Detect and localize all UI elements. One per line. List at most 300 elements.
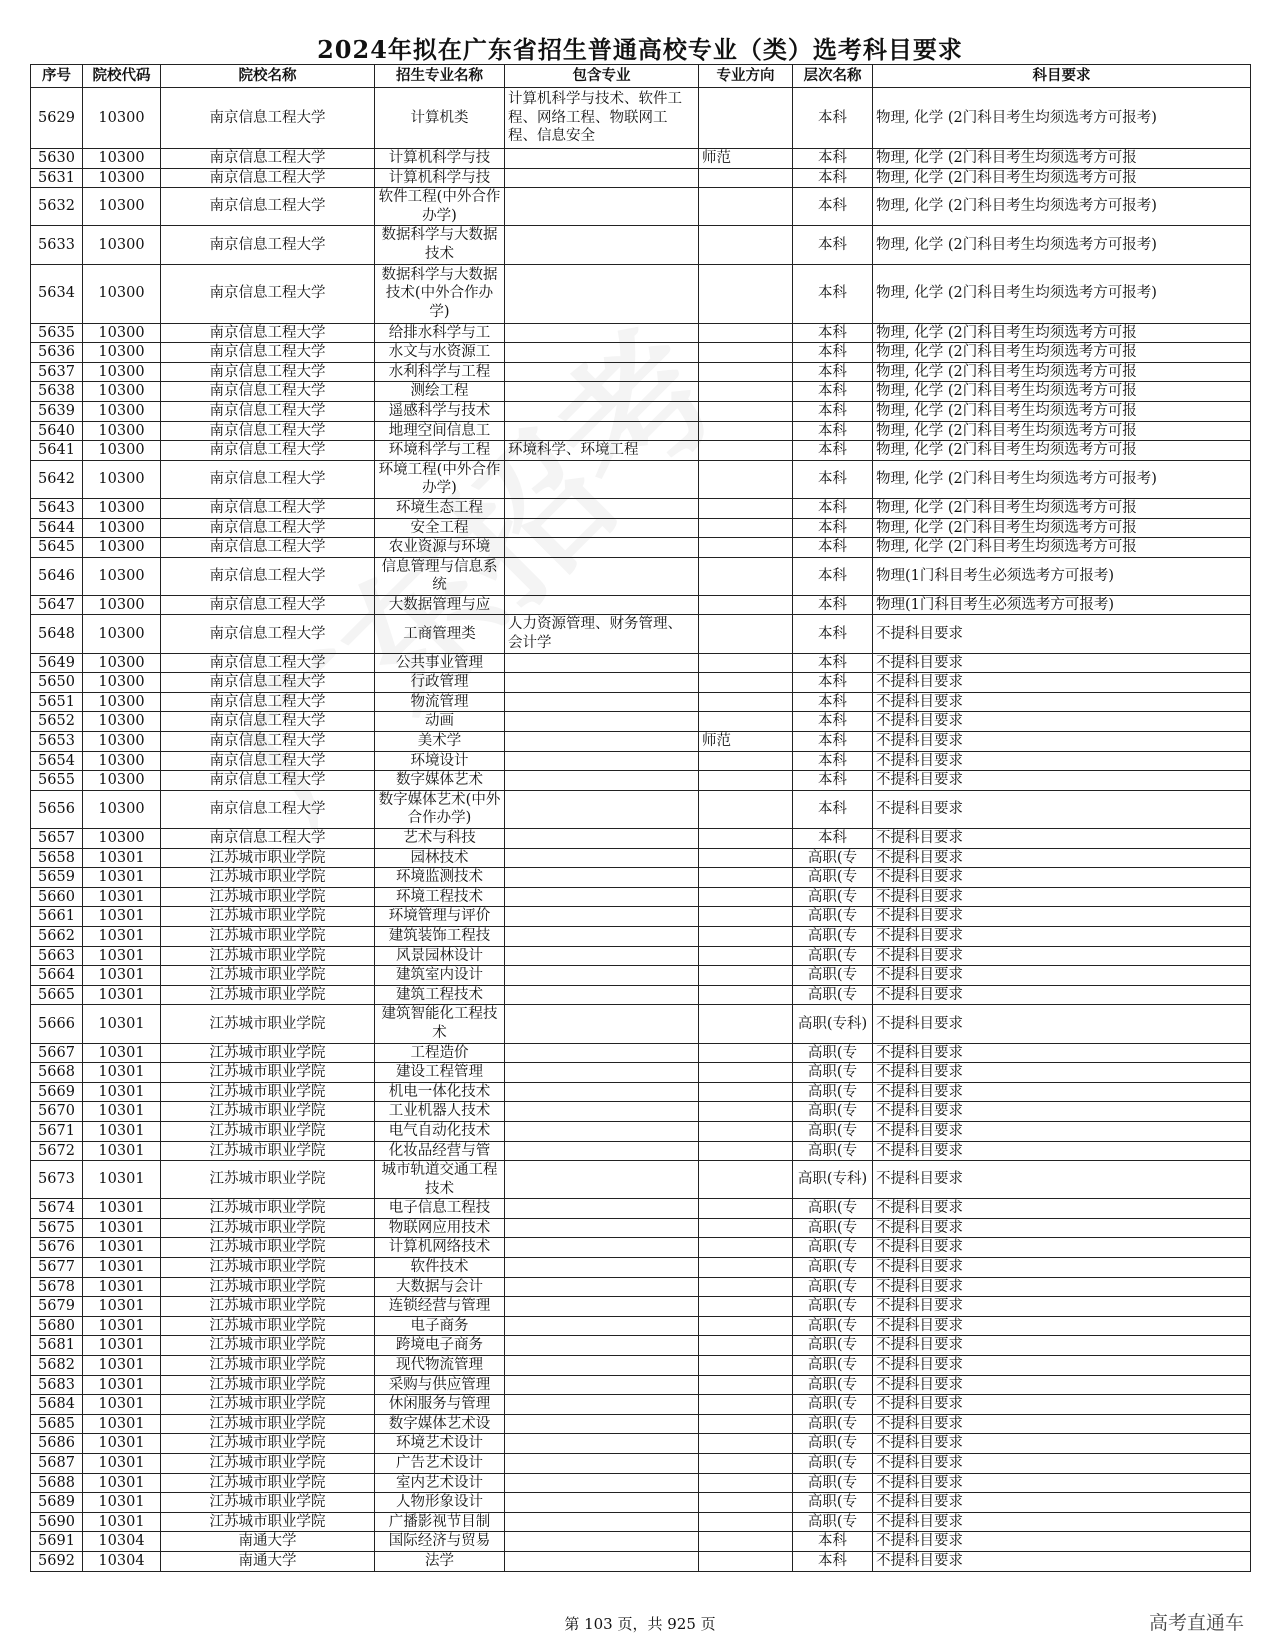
- table-cell: 高职(专: [793, 985, 873, 1005]
- table-cell: 不提科目要求: [873, 653, 1251, 673]
- table-cell: 不提科目要求: [873, 1532, 1251, 1552]
- table-row: [31, 188, 1251, 226]
- table-cell: 不提科目要求: [873, 946, 1251, 966]
- table-row: [31, 771, 1251, 791]
- table-cell: [505, 149, 699, 169]
- table-cell: 南京信息工程大学: [161, 323, 375, 343]
- table-cell: 大数据与会计: [375, 1277, 505, 1297]
- table-row: [31, 362, 1251, 382]
- table-cell: [699, 226, 793, 264]
- table-cell: 测绘工程: [375, 382, 505, 402]
- table-cell: 师范: [699, 149, 793, 169]
- table-cell: [505, 323, 699, 343]
- table-cell: 建筑装饰工程技: [375, 926, 505, 946]
- table-cell: 10300: [83, 751, 161, 771]
- table-cell: 工业机器人技术: [375, 1102, 505, 1122]
- table-cell: 南京信息工程大学: [161, 538, 375, 558]
- table-cell: 不提科目要求: [873, 771, 1251, 791]
- table-cell: [505, 1356, 699, 1376]
- table-cell: [505, 1454, 699, 1474]
- table-cell: [505, 887, 699, 907]
- table-row: [31, 966, 1251, 986]
- header-cell: 层次名称: [793, 65, 873, 88]
- header-cell: 科目要求: [873, 65, 1251, 88]
- table-cell: [505, 1199, 699, 1219]
- table-cell: 10301: [83, 1356, 161, 1376]
- table-cell: 高职(专: [793, 946, 873, 966]
- table-cell: 10300: [83, 692, 161, 712]
- table-cell: 水利科学与工程: [375, 362, 505, 382]
- table-cell: 环境管理与评价: [375, 907, 505, 927]
- table-cell: 物理(1门科目考生必须选考方可报考): [873, 595, 1251, 615]
- table-cell: 5679: [31, 1297, 83, 1317]
- table-cell: 5675: [31, 1218, 83, 1238]
- table-cell: [505, 1551, 699, 1571]
- table-row: [31, 848, 1251, 868]
- table-cell: [699, 1258, 793, 1278]
- table-cell: 10301: [83, 907, 161, 927]
- table-cell: 高职(专: [793, 1395, 873, 1415]
- table-cell: 高职(专: [793, 1102, 873, 1122]
- table-cell: 南京信息工程大学: [161, 226, 375, 264]
- table-cell: 高职(专: [793, 966, 873, 986]
- table-cell: 江苏城市职业学院: [161, 1277, 375, 1297]
- table-row: [31, 1375, 1251, 1395]
- table-cell: 10300: [83, 441, 161, 461]
- table-cell: 不提科目要求: [873, 1082, 1251, 1102]
- table-cell: [505, 1395, 699, 1415]
- table-cell: 不提科目要求: [873, 1512, 1251, 1532]
- table-cell: 机电一体化技术: [375, 1082, 505, 1102]
- table-cell: 5632: [31, 188, 83, 226]
- table-row: [31, 1316, 1251, 1336]
- table-cell: [699, 692, 793, 712]
- table-cell: 5636: [31, 343, 83, 363]
- table-row: [31, 1473, 1251, 1493]
- table-cell: 本科: [793, 595, 873, 615]
- table-cell: 5686: [31, 1434, 83, 1454]
- table-cell: [505, 1375, 699, 1395]
- table-cell: 电气自动化技术: [375, 1121, 505, 1141]
- table-cell: 10301: [83, 1414, 161, 1434]
- table-cell: 江苏城市职业学院: [161, 1161, 375, 1199]
- table-cell: [699, 188, 793, 226]
- table-cell: 不提科目要求: [873, 926, 1251, 946]
- table-row: [31, 441, 1251, 461]
- table-cell: 本科: [793, 1532, 873, 1552]
- table-cell: 工商管理类: [375, 615, 505, 653]
- table-cell: [699, 343, 793, 363]
- table-row: [31, 226, 1251, 264]
- table-cell: 10301: [83, 1375, 161, 1395]
- table-cell: 物理, 化学 (2门科目考生均须选考方可报: [873, 323, 1251, 343]
- table-cell: 南京信息工程大学: [161, 673, 375, 693]
- table-cell: 高职(专: [793, 1238, 873, 1258]
- table-cell: 不提科目要求: [873, 673, 1251, 693]
- table-cell: 风景园林设计: [375, 946, 505, 966]
- table-cell: 本科: [793, 460, 873, 498]
- table-cell: [505, 362, 699, 382]
- table-cell: 5666: [31, 1005, 83, 1043]
- table-cell: 本科: [793, 692, 873, 712]
- table-cell: 本科: [793, 421, 873, 441]
- table-cell: 不提科目要求: [873, 868, 1251, 888]
- table-cell: [505, 421, 699, 441]
- table-cell: [505, 790, 699, 828]
- table-cell: 5680: [31, 1316, 83, 1336]
- table-row: [31, 557, 1251, 595]
- table-cell: [699, 1063, 793, 1083]
- table-cell: 江苏城市职业学院: [161, 1316, 375, 1336]
- table-cell: 10301: [83, 1238, 161, 1258]
- table-cell: 5669: [31, 1082, 83, 1102]
- table-cell: [505, 518, 699, 538]
- table-cell: [505, 1532, 699, 1552]
- table-cell: 不提科目要求: [873, 1434, 1251, 1454]
- table-cell: 不提科目要求: [873, 1218, 1251, 1238]
- table-cell: [699, 1551, 793, 1571]
- table-cell: [699, 1238, 793, 1258]
- table-cell: [505, 653, 699, 673]
- table-cell: 江苏城市职业学院: [161, 1005, 375, 1043]
- table-cell: [505, 1473, 699, 1493]
- table-cell: 本科: [793, 382, 873, 402]
- table-cell: 10300: [83, 421, 161, 441]
- table-cell: 不提科目要求: [873, 1493, 1251, 1513]
- table-cell: 10304: [83, 1532, 161, 1552]
- table-cell: 江苏城市职业学院: [161, 1336, 375, 1356]
- table-cell: [505, 1121, 699, 1141]
- table-row: [31, 498, 1251, 518]
- table-cell: [505, 557, 699, 595]
- table-row: [31, 926, 1251, 946]
- table-cell: 软件工程(中外合作办学): [375, 188, 505, 226]
- table-cell: 10301: [83, 966, 161, 986]
- brand-label: 高考直通车: [1148, 1612, 1244, 1634]
- table-cell: 5670: [31, 1102, 83, 1122]
- table-cell: 10301: [83, 1316, 161, 1336]
- table-cell: [505, 460, 699, 498]
- table-cell: [505, 1316, 699, 1336]
- table-cell: 10301: [83, 1454, 161, 1474]
- table-row: [31, 1512, 1251, 1532]
- table-cell: [699, 1336, 793, 1356]
- table-cell: 10300: [83, 149, 161, 169]
- table-cell: 高职(专: [793, 1141, 873, 1161]
- table-row: [31, 1336, 1251, 1356]
- table-cell: 本科: [793, 498, 873, 518]
- table-cell: 南京信息工程大学: [161, 595, 375, 615]
- table-cell: 本科: [793, 362, 873, 382]
- table-cell: 不提科目要求: [873, 1454, 1251, 1474]
- table-cell: 5638: [31, 382, 83, 402]
- table-cell: 5645: [31, 538, 83, 558]
- table-cell: 5667: [31, 1043, 83, 1063]
- table-cell: [505, 907, 699, 927]
- table-cell: 南京信息工程大学: [161, 382, 375, 402]
- table-cell: [505, 226, 699, 264]
- table-cell: 公共事业管理: [375, 653, 505, 673]
- table-cell: [699, 946, 793, 966]
- table-cell: 5649: [31, 653, 83, 673]
- table-cell: 10301: [83, 887, 161, 907]
- requirements-table: [30, 64, 1251, 1572]
- table-cell: 物理(1门科目考生必须选考方可报考): [873, 557, 1251, 595]
- table-row: [31, 692, 1251, 712]
- table-cell: 物流管理: [375, 692, 505, 712]
- table-cell: 江苏城市职业学院: [161, 1102, 375, 1122]
- table-cell: [699, 985, 793, 1005]
- table-cell: 南京信息工程大学: [161, 518, 375, 538]
- table-cell: 不提科目要求: [873, 1375, 1251, 1395]
- table-row: [31, 732, 1251, 752]
- table-row: [31, 1356, 1251, 1376]
- table-cell: 高职(专: [793, 1218, 873, 1238]
- table-cell: [505, 1493, 699, 1513]
- table-cell: 建筑工程技术: [375, 985, 505, 1005]
- table-cell: 南京信息工程大学: [161, 692, 375, 712]
- table-cell: 5683: [31, 1375, 83, 1395]
- table-cell: [699, 1161, 793, 1199]
- table-cell: 5663: [31, 946, 83, 966]
- table-cell: [699, 1414, 793, 1434]
- table-row: [31, 401, 1251, 421]
- table-cell: 环境设计: [375, 751, 505, 771]
- table-cell: 10300: [83, 615, 161, 653]
- table-row: [31, 1395, 1251, 1415]
- table-cell: [699, 518, 793, 538]
- table-cell: [699, 653, 793, 673]
- table-cell: 物理, 化学 (2门科目考生均须选考方可报: [873, 421, 1251, 441]
- table-cell: 5631: [31, 168, 83, 188]
- table-cell: 水文与水资源工: [375, 343, 505, 363]
- table-cell: 10301: [83, 1336, 161, 1356]
- table-cell: 城市轨道交通工程技术: [375, 1161, 505, 1199]
- table-cell: [699, 1375, 793, 1395]
- table-cell: 5655: [31, 771, 83, 791]
- table-cell: 高职(专: [793, 1316, 873, 1336]
- table-cell: [505, 1082, 699, 1102]
- table-cell: 环境艺术设计: [375, 1434, 505, 1454]
- table-cell: 本科: [793, 1551, 873, 1571]
- table-row: [31, 1258, 1251, 1278]
- table-cell: [505, 1238, 699, 1258]
- table-cell: [505, 595, 699, 615]
- table-cell: 国际经济与贸易: [375, 1532, 505, 1552]
- table-cell: 数字媒体艺术(中外合作办学): [375, 790, 505, 828]
- table-cell: 信息管理与信息系统: [375, 557, 505, 595]
- table-cell: 广告艺术设计: [375, 1454, 505, 1474]
- table-row: [31, 985, 1251, 1005]
- table-cell: 物理, 化学 (2门科目考生均须选考方可报考): [873, 88, 1251, 149]
- table-cell: 给排水科学与工: [375, 323, 505, 343]
- header-cell: 招生专业名称: [375, 65, 505, 88]
- table-cell: 美术学: [375, 732, 505, 752]
- table-cell: 高职(专: [793, 848, 873, 868]
- table-cell: 不提科目要求: [873, 692, 1251, 712]
- table-cell: 南京信息工程大学: [161, 712, 375, 732]
- table-row: [31, 790, 1251, 828]
- table-cell: 5678: [31, 1277, 83, 1297]
- table-cell: [699, 401, 793, 421]
- table-cell: 物理, 化学 (2门科目考生均须选考方可报: [873, 343, 1251, 363]
- table-cell: 江苏城市职业学院: [161, 1121, 375, 1141]
- table-cell: 10301: [83, 1063, 161, 1083]
- table-cell: 物理, 化学 (2门科目考生均须选考方可报: [873, 441, 1251, 461]
- page-number: 第 103 页，共 925 页: [564, 1615, 716, 1633]
- table-cell: 不提科目要求: [873, 1551, 1251, 1571]
- table-cell: 不提科目要求: [873, 1316, 1251, 1336]
- table-cell: [699, 1199, 793, 1219]
- table-cell: 不提科目要求: [873, 887, 1251, 907]
- table-cell: 南通大学: [161, 1532, 375, 1552]
- table-cell: [505, 985, 699, 1005]
- table-cell: 电子信息工程技: [375, 1199, 505, 1219]
- table-cell: [505, 1218, 699, 1238]
- table-cell: [699, 829, 793, 849]
- table-cell: [699, 907, 793, 927]
- table-cell: 5689: [31, 1493, 83, 1513]
- table-cell: 10301: [83, 946, 161, 966]
- table-cell: 5674: [31, 1199, 83, 1219]
- table-cell: 10301: [83, 1043, 161, 1063]
- table-cell: [699, 1316, 793, 1336]
- table-cell: 行政管理: [375, 673, 505, 693]
- table-cell: 5658: [31, 848, 83, 868]
- table-cell: 南京信息工程大学: [161, 421, 375, 441]
- table-cell: 南京信息工程大学: [161, 557, 375, 595]
- table-cell: 10300: [83, 829, 161, 849]
- table-cell: [699, 926, 793, 946]
- table-cell: 不提科目要求: [873, 1141, 1251, 1161]
- table-cell: 江苏城市职业学院: [161, 1414, 375, 1434]
- table-cell: 南京信息工程大学: [161, 751, 375, 771]
- table-cell: 南京信息工程大学: [161, 771, 375, 791]
- table-cell: 5685: [31, 1414, 83, 1434]
- table-cell: 高职(专: [793, 1258, 873, 1278]
- table-row: [31, 1161, 1251, 1199]
- table-cell: 江苏城市职业学院: [161, 1199, 375, 1219]
- table-cell: [699, 751, 793, 771]
- table-cell: 5657: [31, 829, 83, 849]
- table-cell: 不提科目要求: [873, 1102, 1251, 1122]
- table-cell: 江苏城市职业学院: [161, 1258, 375, 1278]
- table-cell: 环境科学、环境工程: [505, 441, 699, 461]
- table-cell: 本科: [793, 323, 873, 343]
- table-cell: [505, 168, 699, 188]
- table-cell: [699, 1121, 793, 1141]
- table-cell: 高职(专: [793, 1336, 873, 1356]
- table-cell: 本科: [793, 441, 873, 461]
- table-cell: [699, 887, 793, 907]
- table-cell: 本科: [793, 751, 873, 771]
- table-cell: 数据科学与大数据技术: [375, 226, 505, 264]
- table-cell: 南通大学: [161, 1551, 375, 1571]
- header-cell: 包含专业: [505, 65, 699, 88]
- table-cell: 江苏城市职业学院: [161, 1141, 375, 1161]
- table-cell: 江苏城市职业学院: [161, 1082, 375, 1102]
- table-cell: 10301: [83, 926, 161, 946]
- table-cell: 5690: [31, 1512, 83, 1532]
- table-cell: 环境生态工程: [375, 498, 505, 518]
- table-cell: 物理, 化学 (2门科目考生均须选考方可报: [873, 168, 1251, 188]
- table-cell: 物理, 化学 (2门科目考生均须选考方可报考): [873, 264, 1251, 323]
- table-cell: 10301: [83, 1434, 161, 1454]
- table-cell: 5673: [31, 1161, 83, 1199]
- table-cell: 5630: [31, 149, 83, 169]
- table-cell: 5639: [31, 401, 83, 421]
- table-cell: 本科: [793, 538, 873, 558]
- table-cell: [505, 1063, 699, 1083]
- table-cell: [505, 771, 699, 791]
- table-cell: 南京信息工程大学: [161, 362, 375, 382]
- table-cell: 不提科目要求: [873, 1199, 1251, 1219]
- table-cell: 不提科目要求: [873, 1005, 1251, 1043]
- table-cell: 不提科目要求: [873, 985, 1251, 1005]
- table-cell: 10300: [83, 401, 161, 421]
- table-cell: [505, 732, 699, 752]
- table-cell: [505, 538, 699, 558]
- table-cell: 不提科目要求: [873, 829, 1251, 849]
- table-cell: [505, 848, 699, 868]
- table-cell: 10301: [83, 1005, 161, 1043]
- table-cell: 5661: [31, 907, 83, 927]
- table-cell: 软件技术: [375, 1258, 505, 1278]
- table-cell: 高职(专: [793, 1277, 873, 1297]
- table-cell: 5651: [31, 692, 83, 712]
- table-cell: 南京信息工程大学: [161, 829, 375, 849]
- table-cell: 南京信息工程大学: [161, 498, 375, 518]
- table-cell: 室内艺术设计: [375, 1473, 505, 1493]
- table-cell: 5691: [31, 1532, 83, 1552]
- table-cell: 10300: [83, 264, 161, 323]
- table-cell: 环境工程(中外合作办学): [375, 460, 505, 498]
- table-cell: 10300: [83, 498, 161, 518]
- table-cell: 高职(专: [793, 926, 873, 946]
- table-cell: 跨境电子商务: [375, 1336, 505, 1356]
- table-cell: 本科: [793, 732, 873, 752]
- table-cell: 10300: [83, 362, 161, 382]
- table-row: [31, 653, 1251, 673]
- table-cell: 5635: [31, 323, 83, 343]
- table-row: [31, 323, 1251, 343]
- table-cell: 电子商务: [375, 1316, 505, 1336]
- table-row: [31, 149, 1251, 169]
- table-cell: 10301: [83, 985, 161, 1005]
- table-cell: 5677: [31, 1258, 83, 1278]
- table-cell: [505, 1277, 699, 1297]
- table-cell: [699, 1043, 793, 1063]
- table-cell: 江苏城市职业学院: [161, 887, 375, 907]
- table-cell: 不提科目要求: [873, 1161, 1251, 1199]
- table-cell: [505, 966, 699, 986]
- table-cell: 江苏城市职业学院: [161, 1063, 375, 1083]
- table-cell: 艺术与科技: [375, 829, 505, 849]
- table-row: [31, 907, 1251, 927]
- table-cell: 5647: [31, 595, 83, 615]
- table-row: [31, 1063, 1251, 1083]
- table-row: [31, 673, 1251, 693]
- table-cell: 本科: [793, 188, 873, 226]
- table-cell: [505, 692, 699, 712]
- table-cell: 10300: [83, 557, 161, 595]
- table-cell: 高职(专: [793, 1043, 873, 1063]
- table-cell: 5654: [31, 751, 83, 771]
- table-cell: [505, 264, 699, 323]
- table-cell: 物理, 化学 (2门科目考生均须选考方可报考): [873, 188, 1251, 226]
- table-cell: [505, 1005, 699, 1043]
- table-cell: 5687: [31, 1454, 83, 1474]
